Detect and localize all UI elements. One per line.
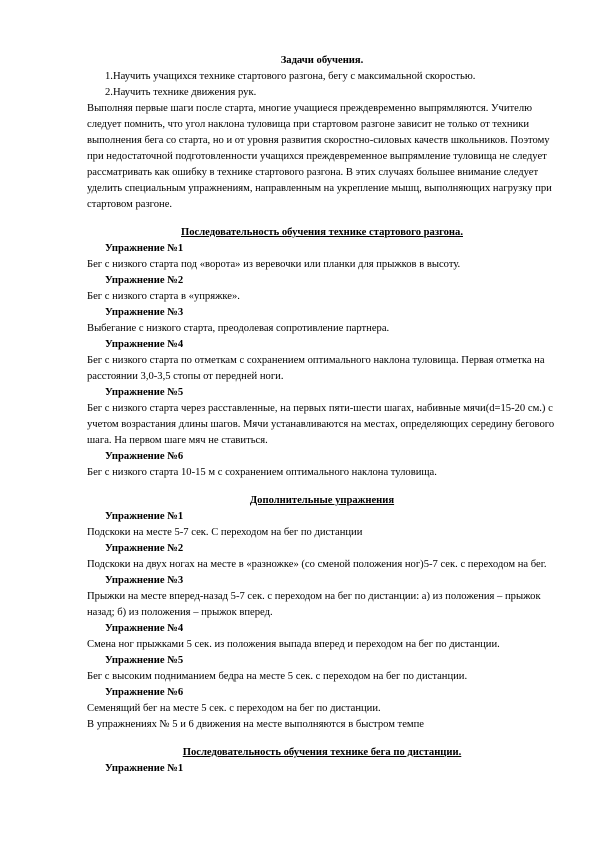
s2-exercise-4-label: Упражнение №4 [105,623,184,634]
s1-exercise-5-text: Бег с низкого старта через расставленные, на первых пяти-шести шагах, набивные мячи(d=15-20 см.) с учетом возрастания длины шагов. Мячи устанавливаются на местах, определяющих середину бегового шага. На первом шаге мяч не ставиться. [87,403,555,446]
s1-exercise-4-text: Бег с низкого старта по отметкам с сохранением оптимального наклона туловища. Первая отметка на расстоянии 3,0-3,5 стопы от передней ноги. [87,355,545,382]
s2-exercise-2-text: Подскоки на двух ногах на месте в «разножке» (со сменой положения ног)5-7 сек. с переходом на бег. [87,559,547,570]
section2-heading: Дополнительные упражнения [249,495,395,506]
s2-exercise-6-label: Упражнение №6 [105,687,184,698]
s3-exercise-1-label: Упражнение №1 [105,763,184,774]
s2-exercise-3-label: Упражнение №3 [105,575,184,586]
s1-exercise-2-label: Упражнение №2 [105,275,184,286]
s1-exercise-4-label: Упражнение №4 [105,339,184,350]
s2-exercise-1-text: Подскоки на месте 5-7 сек. С переходом на бег по дистанции [87,527,363,538]
s2-exercise-6-text: Семенящий бег на месте 5 сек. с переходом на бег по дистанции. [87,703,381,714]
s1-exercise-6-label: Упражнение №6 [105,451,184,462]
s2-exercise-3-text: Прыжки на месте вперед-назад 5-7 сек. с переходом на бег по дистанции: а) из положения – прыжок назад; б) из положения – прыжок вперед. [87,591,541,618]
s2-exercise-2-label: Упражнение №2 [105,543,184,554]
s1-exercise-3-text: Выбегание с низкого старта, преодолевая сопротивление партнера. [87,323,390,334]
s1-exercise-2-text: Бег с низкого старта в «упряжке». [87,291,240,302]
s1-exercise-1-text: Бег с низкого старта под «ворота» из веревочки или планки для прыжков в высоту. [87,259,461,270]
intro-paragraph: Выполняя первые шаги после старта, многие учащиеся преждевременно выпрямляются. Учителю следует помнить, что угол наклона туловища при стартовом разгоне зависит не только от техники выполнения бега со старта, но и от уровня развития скоростно-силовых качеств школьников. Поэтому при недостаточной подготовленности учащихся преждевременное выпрямление туловища не следует рассматривать как ошибку в технике стартового разгона. В этих случаях большее внимание следует уделить специальным упражнениям, направленным на укрепление мышц, выполняющих нагрузку при стартовом разгоне. [87,103,552,210]
s2-exercise-1-label: Упражнение №1 [105,511,184,522]
s2-exercise-5-label: Упражнение №5 [105,655,184,666]
goal-2: 2.Научить технике движения рук. [105,87,257,98]
document-body [87,53,557,777]
goal-1: 1.Научить учащихся технике стартового разгона, бегу с максимальной скоростью. [105,71,476,82]
s2-note: В упражнениях № 5 и 6 движения на месте выполняются в быстром темпе [87,719,424,730]
s1-exercise-1-label: Упражнение №1 [105,243,184,254]
s2-exercise-4-text: Смена ног прыжками 5 сек. из положения выпада вперед и переходом на бег по дистанции. [87,639,500,650]
s2-exercise-5-text: Бег с высоким подниманием бедра на месте 5 сек. с переходом на бег по дистанции. [87,671,468,682]
section1-heading: Последовательность обучения технике стартового разгона. [181,227,463,238]
tasks-title: Задачи обучения. [280,55,364,66]
section3-heading: Последовательность обучения технике бега по дистанции. [182,747,462,758]
s1-exercise-3-label: Упражнение №3 [105,307,184,318]
s1-exercise-5-label: Упражнение №5 [105,387,184,398]
s1-exercise-6-text: Бег с низкого старта 10-15 м с сохранением оптимального наклона туловища. [87,467,437,478]
